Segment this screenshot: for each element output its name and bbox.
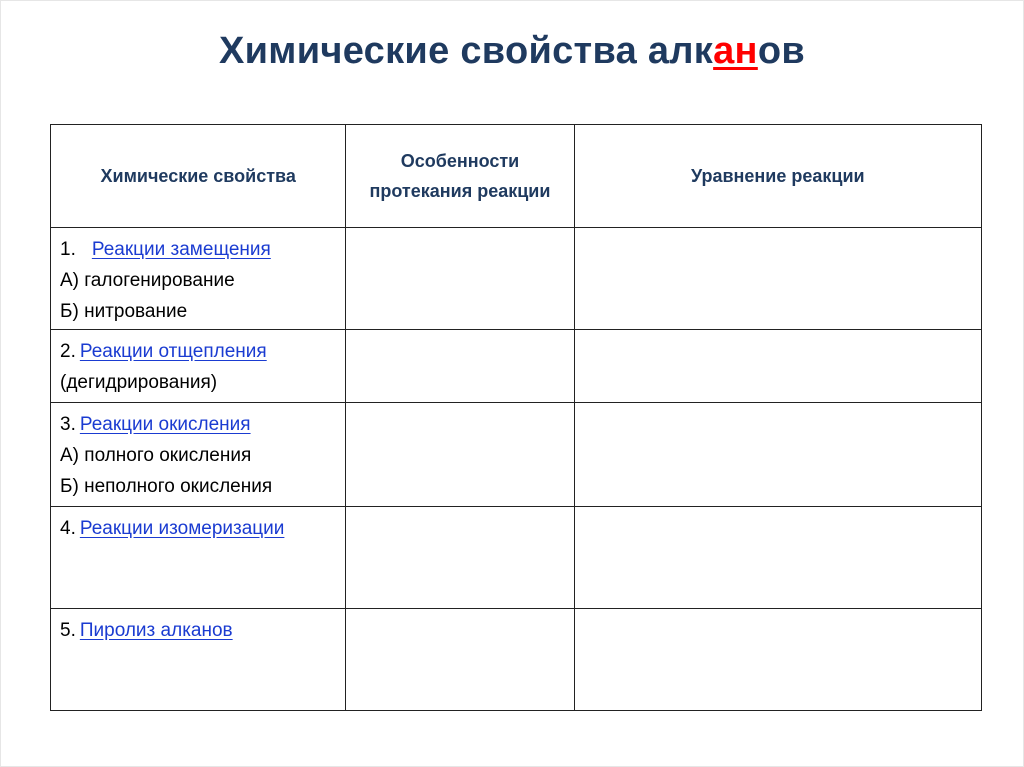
property-cell [51, 228, 346, 330]
property-title [60, 336, 337, 367]
equation-cell [574, 609, 981, 711]
property-title [60, 409, 337, 440]
property-subitem: Б) нитрование [60, 301, 188, 322]
title-accent: ан [713, 30, 758, 72]
features-cell [346, 507, 574, 609]
title-suffix: ов [757, 30, 805, 72]
row-number: 5. [60, 620, 76, 641]
equation-cell [574, 403, 981, 507]
property-cell [51, 609, 346, 711]
header-properties: Химические свойства [51, 125, 346, 228]
table-row [51, 507, 982, 609]
oxidation-reactions-link[interactable]: Реакции окисления [79, 414, 251, 435]
property-subitem: А) полного окисления [60, 445, 252, 466]
header-equation: Уравнение реакции [574, 125, 981, 228]
features-cell [346, 330, 574, 403]
features-cell [346, 609, 574, 711]
equation-cell [574, 507, 981, 609]
row-number: 1. [60, 239, 76, 260]
equation-cell [574, 228, 981, 330]
properties-table [50, 124, 982, 711]
property-subitem: А) галогенирование [60, 270, 235, 291]
row-number: 3. [60, 414, 76, 435]
pyrolysis-link[interactable]: Пиролиз алканов [79, 620, 233, 641]
features-cell [346, 403, 574, 507]
row-number: 2. [60, 341, 76, 362]
table-row [51, 403, 982, 507]
elimination-reactions-link[interactable]: Реакции отщепления [79, 341, 267, 362]
title-prefix: Химические свойства алк [218, 30, 714, 72]
property-cell [51, 403, 346, 507]
property-cell [51, 330, 346, 403]
property-title [60, 513, 337, 544]
property-title [60, 615, 337, 646]
property-subitem: Б) неполного окисления [60, 476, 273, 497]
slide-title [0, 30, 1024, 73]
row-number: 4. [60, 518, 76, 539]
property-title [60, 234, 337, 265]
table-header-row [51, 125, 982, 228]
table-row [51, 228, 982, 330]
isomerization-reactions-link[interactable]: Реакции изомеризации [79, 518, 285, 539]
equation-cell [574, 330, 981, 403]
features-cell [346, 228, 574, 330]
table-row [51, 609, 982, 711]
substitution-reactions-link[interactable]: Реакции замещения [91, 239, 271, 260]
header-features: Особенности протекания реакции [346, 125, 574, 228]
table-row [51, 330, 982, 403]
property-cell [51, 507, 346, 609]
property-subitem: (дегидрирования) [60, 372, 218, 393]
